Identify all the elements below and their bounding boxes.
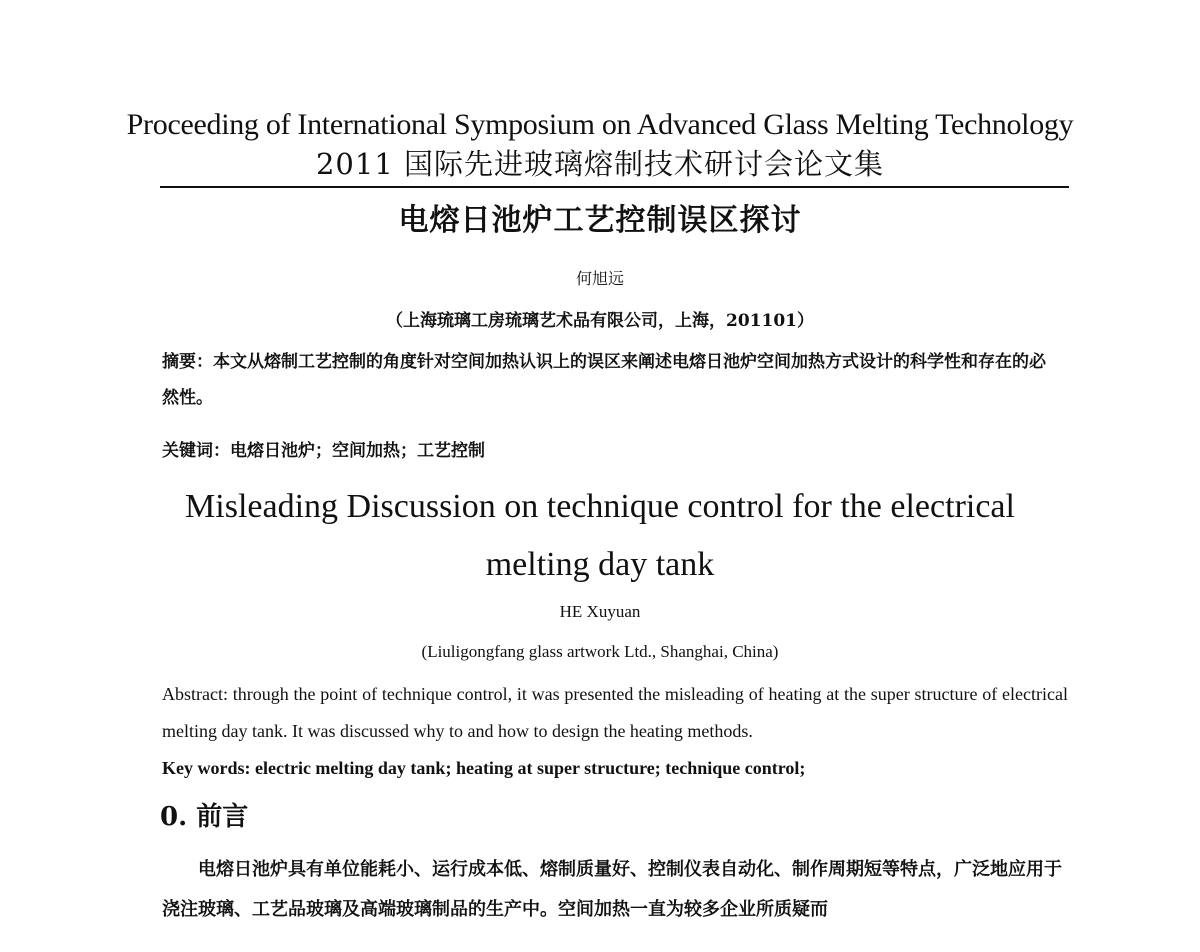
affiliation-cn: （上海琉璃工房琉璃艺术品有限公司，上海，201101） bbox=[386, 311, 814, 331]
author-en: HE Xuyuan bbox=[559, 602, 641, 621]
keywords-en: Key words: electric melting day tank; heating at super structure; technique control; bbox=[162, 758, 806, 778]
author-cn: 何旭远 bbox=[575, 269, 624, 288]
paper-title-en: Misleading Discussion on technique control for the electrical melting day tank bbox=[185, 488, 1015, 583]
proceeding-title-cn: 2011 国际先进玻璃熔制技术研讨会论文集 bbox=[315, 147, 885, 181]
keywords-cn: 关键词：电熔日池炉；空间加热；工艺控制 bbox=[162, 441, 485, 461]
header-divider bbox=[160, 186, 1069, 188]
abstract-cn: 摘要：本文从熔制工艺控制的角度针对空间加热认识上的误区来阐述电熔日池炉空间加热方式设计的科学性和存在的必然性。 bbox=[162, 352, 1046, 408]
proceeding-title-en: Proceeding of International Symposium on Advanced Glass Melting Technology bbox=[126, 108, 1074, 141]
affiliation-en: (Liuligongfang glass artwork Ltd., Shanghai, China) bbox=[421, 642, 779, 661]
section-body: 电熔日池炉具有单位能耗小、运行成本低、熔制质量好、控制仪表自动化、制作周期短等特点，广泛地应用于浇注玻璃、工艺品玻璃及高端玻璃制品的生产中。空间加热一直为较多企业所质疑而 bbox=[162, 859, 1062, 920]
abstract-en: Abstract: through the point of technique control, it was presented the misleading of heating at the super structure of electrical melting day tank. It was discussed why to and how to design the heating methods. bbox=[162, 684, 1068, 741]
paper-title-cn: 电熔日池炉工艺控制误区探讨 bbox=[398, 203, 802, 238]
section-heading: 0. 前言 bbox=[160, 802, 249, 832]
